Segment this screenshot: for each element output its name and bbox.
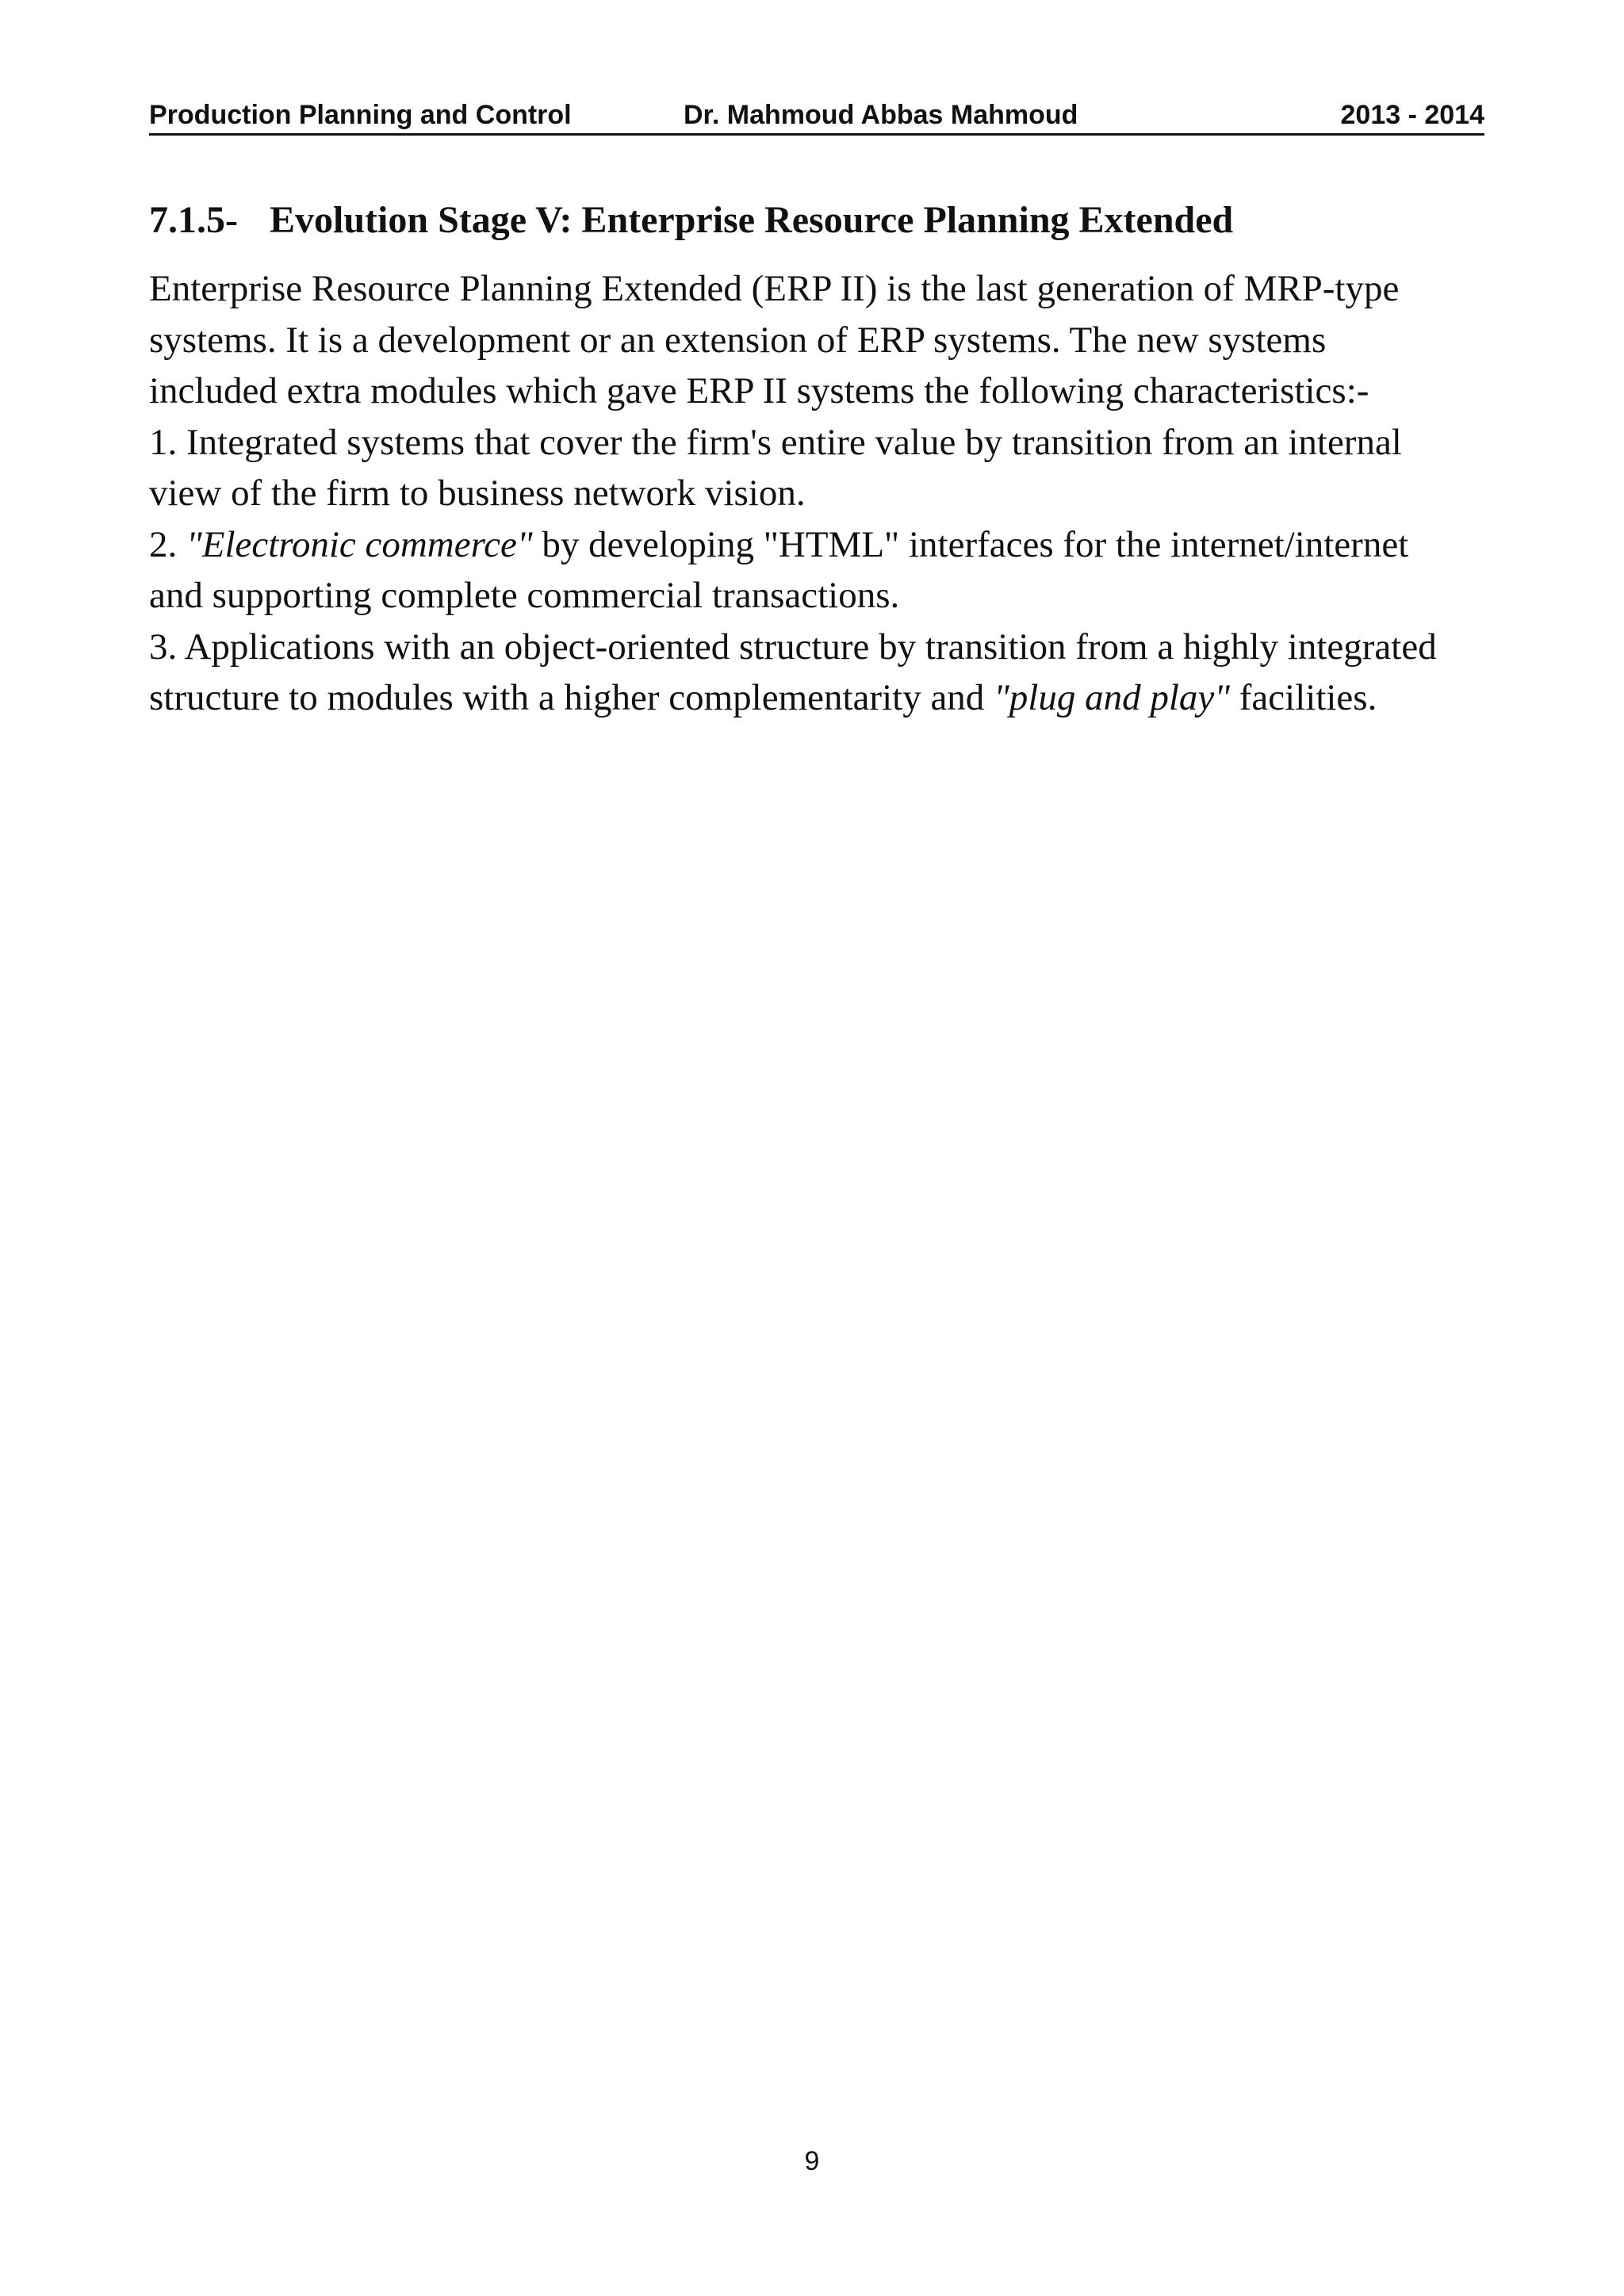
- document-body: [149, 195, 1497, 724]
- list-item-3-line: 3. Applications with an object-oriented structure by transition from a highly integrated: [149, 626, 1437, 668]
- page-number: 9: [804, 2146, 820, 2176]
- section-title: Evolution Stage V: Enterprise Resource Planning Extended: [270, 199, 1234, 241]
- intro-line: Enterprise Resource Planning Extended (ERP II) is the last generation of MRP-type: [149, 268, 1400, 309]
- list-item-2-prefix: 2.: [149, 523, 186, 565]
- list-item-1-line: 1. Integrated systems that cover the firm's entire value by transition from an internal: [149, 421, 1402, 463]
- list-item-2-line: and supporting complete commercial transactions.: [149, 575, 900, 616]
- intro-line: included extra modules which gave ERP II systems the following characteristics:-: [149, 370, 1369, 411]
- header-course-title: Production Planning and Control: [149, 100, 572, 130]
- intro-line: systems. It is a development or an extension of ERP systems. The new systems: [149, 319, 1327, 361]
- list-item-1-line: view of the firm to business network vision.: [149, 473, 806, 514]
- header-author: Dr. Mahmoud Abbas Mahmoud: [684, 100, 1078, 130]
- list-item-3-emphasis: "plug and play": [994, 677, 1231, 718]
- list-item-2-suffix: by developing "HTML" interfaces for the internet/internet: [532, 523, 1409, 565]
- page-header: [149, 97, 1484, 136]
- list-item-3-prefix: structure to modules with a higher complementarity and: [149, 677, 994, 718]
- section-heading: [149, 195, 1497, 246]
- list-item-2-emphasis: "Electronic commerce": [186, 523, 533, 565]
- header-year: 2013 - 2014: [1340, 100, 1484, 130]
- paragraph-intro: [149, 263, 1497, 724]
- list-item-2-line: [149, 519, 1497, 571]
- list-item-3-line: [149, 672, 1497, 724]
- list-item-3-suffix: facilities.: [1230, 677, 1377, 718]
- section-number: 7.1.5-: [149, 199, 238, 241]
